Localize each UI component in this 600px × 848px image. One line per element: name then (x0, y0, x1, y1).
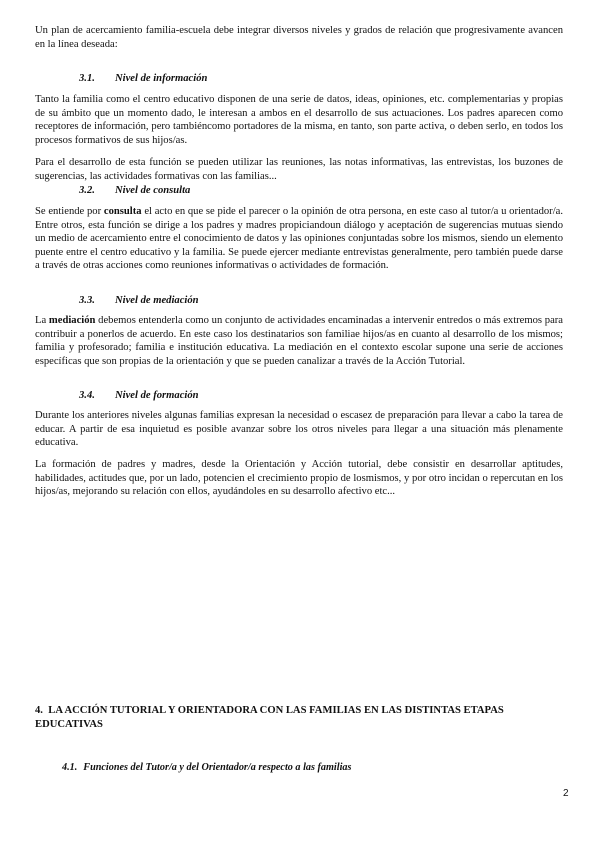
heading-3-4-title: Nivel de formación (115, 390, 199, 401)
consulta-lead: Se entiende por (35, 206, 104, 217)
heading-3-3 (79, 295, 199, 306)
consulta-body: el acto en que se pide el parecer o la opinión de otra persona, en este caso al tutor/a u orientador/a. Entre otros, esta función se dirige a los padres y madres propiciandoun diálogo y aceptación de sugerencias mutuas siendo un medio de acercamiento entre el conocimiento de datos y las opiniones conjuntadas sobre los mismos, siendo un elemento puente entre el centro educativo y la familia. Se puede ejercer mediante entrevistas generalmente, pero también puede darse a través de otras acciones como reuniones informativas o actividades de formación. (35, 206, 563, 272)
mediacion-body: debemos entenderla como un conjunto de actividades encaminadas a intervenir entredos o más extremos para contribuir a ponerlos de acuerdo. En este caso los destinatarios son familiae hijos/as en cuanto al desarrollo de los mismos; familia y profesorado; familia e institución educativa. La mediación en el contexto escolar supone una serie de acciones específicas que son propias de la orientación y que se pueden canalizar a través de la Acción Tutorial. (35, 315, 564, 367)
heading-3-1-number: 3.1. (79, 73, 95, 84)
heading-3-3-number: 3.3. (79, 295, 95, 306)
consulta-paragraph (35, 205, 563, 273)
heading-3-1-title: Nivel de información (115, 73, 208, 84)
heading-3-1 (79, 73, 207, 84)
consulta-term: consulta (103, 206, 142, 217)
info-paragraph-1: Tanto la familia como el centro educativo disponen de una serie de datos, ideas, opiniones, etc. complementarias y propias de su ámbito que un momento dado, le interesan a ambos en el desarrollo de sus actuaciones. Los padres aparecen como receptores de información, pero tambiéncomo portadores de la misma, en tanto, son parte activa, o deben serlo, en todos los procesos formativos de sus hijos/as. (35, 94, 563, 146)
subsection-title: Funciones del Tutor/a y del Orientador/a respecto a las familias (83, 762, 352, 773)
mediacion-term: mediación (48, 315, 96, 326)
heading-3-2 (79, 185, 190, 196)
heading-3-3-title: Nivel de mediación (115, 295, 199, 306)
chapter-heading (35, 704, 563, 732)
page-number: 2 (563, 788, 569, 799)
heading-3-2-title: Nivel de consulta (115, 185, 191, 196)
subsection-heading (62, 762, 351, 773)
mediacion-paragraph (35, 314, 563, 368)
formacion-paragraph-1: Durante los anteriores niveles algunas familias expresan la necesidad o escasez de preparación para llevar a cabo la tarea de educar. A partir de esa inquietud es posible avanzar sobre los otros niveles para llegar a una situación más plenamente educativa. (35, 410, 563, 449)
subsection-number: 4.1. (62, 762, 78, 773)
chapter-title: LA ACCIÓN TUTORIAL Y ORIENTADORA CON LAS FAMILIAS EN LAS DISTINTAS ETAPAS EDUCATIVAS (35, 705, 504, 730)
intro-paragraph: Un plan de acercamiento familia-escuela debe integrar diversos niveles y grados de relación que progresivamente avancen en la línea deseada: (35, 25, 563, 50)
mediacion-lead: La (35, 315, 49, 326)
chapter-number: 4. (35, 705, 43, 716)
info-paragraph-2: Para el desarrollo de esta función se pueden utilizar las reuniones, las notas informativas, las entrevistas, los buzones de sugerencias, las actividades formativas con las familias... (35, 157, 563, 182)
heading-3-4 (79, 390, 199, 401)
formacion-paragraph-2: La formación de padres y madres, desde la Orientación y Acción tutorial, debe consistir en desarrollar aptitudes, habilidades, actitudes que, por un lado, potencien el crecimiento propio de losmismos, y por otro incidan o repercutan en los hijos/as, mejorando su relación con ellos, ayudándoles en su desarrollo afectivo etc... (35, 459, 563, 498)
heading-3-4-number: 3.4. (79, 390, 95, 401)
heading-3-2-number: 3.2. (79, 185, 95, 196)
